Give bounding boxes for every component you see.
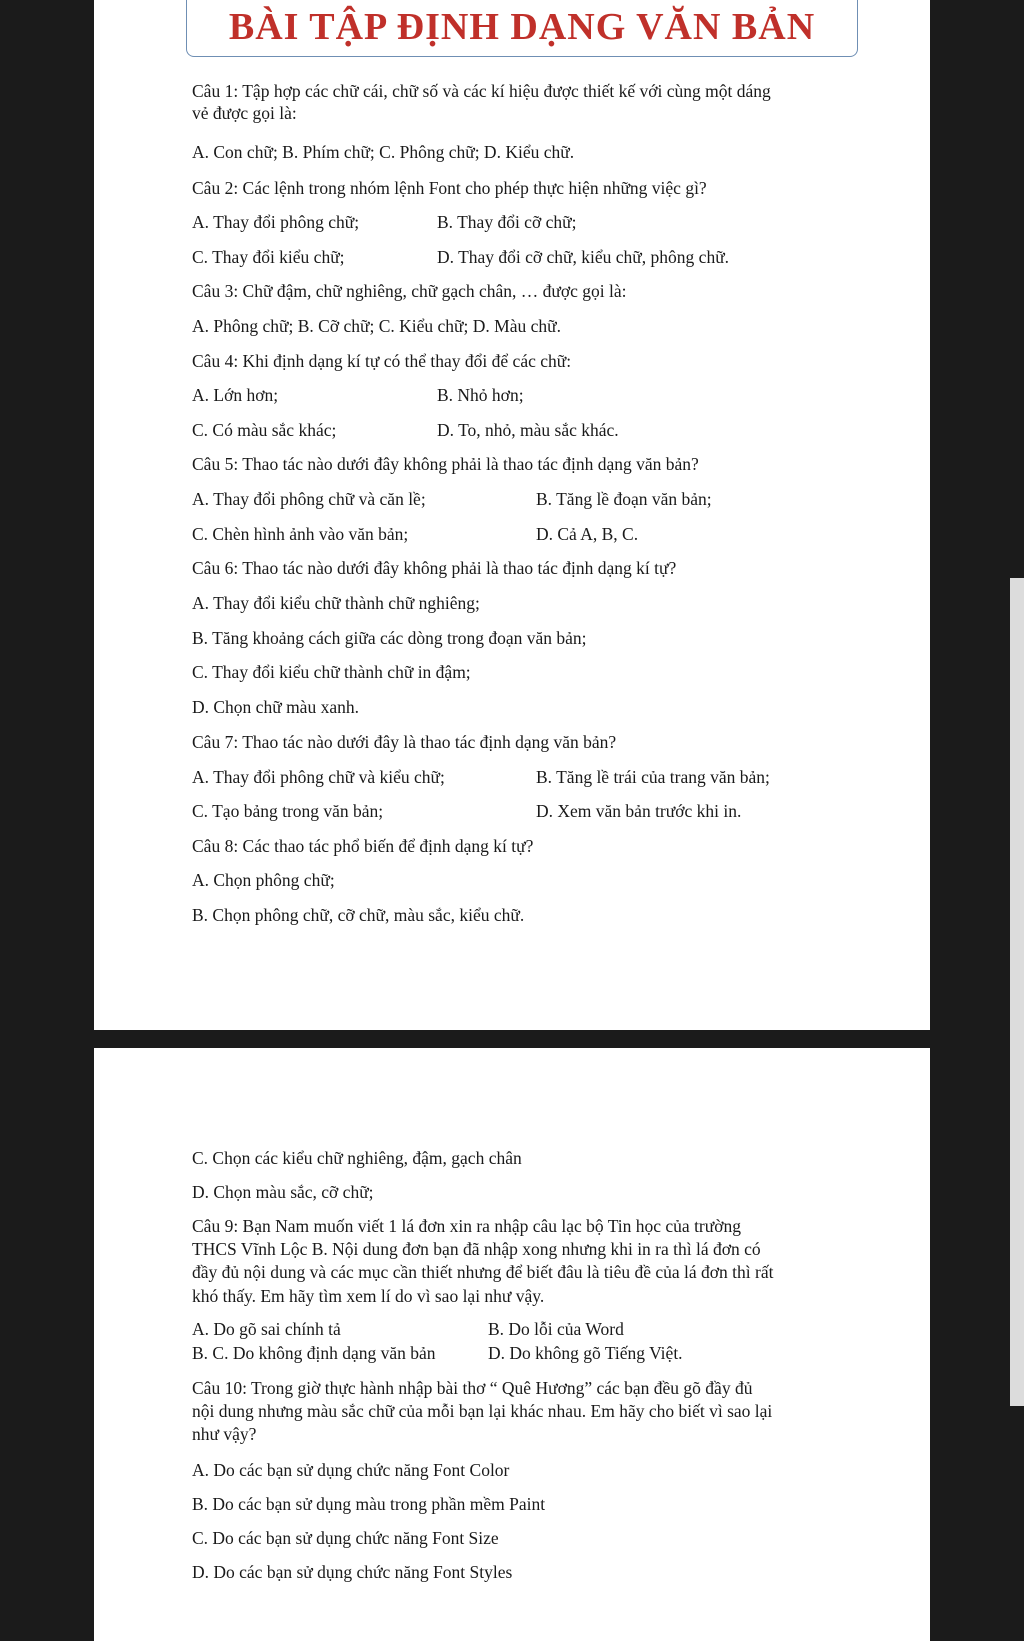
q3-text: Câu 3: Chữ đậm, chữ nghiêng, chữ gạch chân, … được gọi là:: [192, 281, 627, 301]
q9-option-b: B. Do lỗi của Word: [488, 1319, 624, 1339]
q10-option-b: B. Do các bạn sử dụng màu trong phần mềm Paint: [192, 1494, 546, 1514]
q1-options: A. Con chữ; B. Phím chữ; C. Phông chữ; D. Kiểu chữ.: [192, 142, 575, 162]
q8-option-b: B. Chọn phông chữ, cỡ chữ, màu sắc, kiểu chữ.: [192, 905, 525, 925]
q10-text-cont-2: như vậy?: [192, 1424, 257, 1444]
q8-text: Câu 8: Các thao tác phổ biến để định dạng kí tự?: [192, 836, 534, 856]
q2-option-a: A. Thay đổi phông chữ;: [192, 212, 360, 232]
q8-option-d: D. Chọn màu sắc, cỡ chữ;: [192, 1182, 374, 1202]
q10-option-d: D. Do các bạn sử dụng chức năng Font Styles: [192, 1562, 513, 1582]
q6-option-a: A. Thay đổi kiểu chữ thành chữ nghiêng;: [192, 593, 480, 613]
q10-text: Câu 10: Trong giờ thực hành nhập bài thơ “ Quê Hương” các bạn đều gõ đầy đủ: [192, 1378, 753, 1398]
q7-option-d: D. Xem văn bản trước khi in.: [536, 801, 742, 821]
q9-text-cont-3: khó thấy. Em hãy tìm xem lí do vì sao lại như vậy.: [192, 1286, 545, 1306]
q5-option-a: A. Thay đổi phông chữ và căn lề;: [192, 489, 426, 509]
q9-text-cont-1: THCS Vĩnh Lộc B. Nội dung đơn bạn đã nhập xong nhưng khi in ra thì lá đơn có: [192, 1239, 761, 1259]
q4-option-b: B. Nhỏ hơn;: [437, 385, 524, 405]
q4-option-c: C. Có màu sắc khác;: [192, 420, 337, 440]
q6-option-d: D. Chọn chữ màu xanh.: [192, 697, 359, 717]
q5-option-d: D. Cả A, B, C.: [536, 524, 639, 544]
q9-option-d: D. Do không gõ Tiếng Việt.: [488, 1343, 683, 1363]
q5-option-b: B. Tăng lề đoạn văn bản;: [536, 489, 712, 509]
scrollbar[interactable]: [1010, 578, 1024, 1406]
q4-option-a: A. Lớn hơn;: [192, 385, 279, 405]
q6-text: Câu 6: Thao tác nào dưới đây không phải là thao tác định dạng kí tự?: [192, 558, 677, 578]
document-title: BÀI TẬP ĐỊNH DẠNG VĂN BẢN: [186, 0, 858, 57]
q6-option-c: C. Thay đổi kiểu chữ thành chữ in đậm;: [192, 662, 471, 682]
q2-text: Câu 2: Các lệnh trong nhóm lệnh Font cho phép thực hiện những việc gì?: [192, 178, 707, 198]
q7-option-c: C. Tạo bảng trong văn bản;: [192, 801, 384, 821]
q7-option-b: B. Tăng lề trái của trang văn bản;: [536, 767, 770, 787]
document-page-2: [94, 1048, 930, 1641]
q9-option-a: A. Do gõ sai chính tả: [192, 1319, 341, 1339]
q7-text: Câu 7: Thao tác nào dưới đây là thao tác định dạng văn bản?: [192, 732, 617, 752]
q7-option-a: A. Thay đổi phông chữ và kiểu chữ;: [192, 767, 445, 787]
q9-text: Câu 9: Bạn Nam muốn viết 1 lá đơn xin ra nhập câu lạc bộ Tin học của trường: [192, 1216, 742, 1236]
q5-option-c: C. Chèn hình ảnh vào văn bản;: [192, 524, 409, 544]
q6-option-b: B. Tăng khoảng cách giữa các dòng trong đoạn văn bản;: [192, 628, 587, 648]
q2-option-d: D. Thay đổi cỡ chữ, kiểu chữ, phông chữ.: [437, 247, 730, 267]
q9-option-c: B. C. Do không định dạng văn bản: [192, 1343, 436, 1363]
q8-option-c: C. Chọn các kiểu chữ nghiêng, đậm, gạch chân: [192, 1148, 522, 1168]
q1-text: Câu 1: Tập hợp các chữ cái, chữ số và các kí hiệu được thiết kế với cùng một dáng: [192, 81, 771, 101]
q8-option-a: A. Chọn phông chữ;: [192, 870, 335, 890]
q4-text: Câu 4: Khi định dạng kí tự có thể thay đổi để các chữ:: [192, 351, 572, 371]
q10-text-cont-1: nội dung nhưng màu sắc chữ của mỗi bạn lại khác nhau. Em hãy cho biết vì sao lại: [192, 1401, 773, 1421]
q4-option-d: D. To, nhỏ, màu sắc khác.: [437, 420, 619, 440]
q10-option-a: A. Do các bạn sử dụng chức năng Font Color: [192, 1460, 510, 1480]
q5-text: Câu 5: Thao tác nào dưới đây không phải là thao tác định dạng văn bản?: [192, 454, 699, 474]
document-page-1: [94, 0, 930, 1030]
q3-options: A. Phông chữ; B. Cỡ chữ; C. Kiểu chữ; D. Màu chữ.: [192, 316, 561, 336]
q10-option-c: C. Do các bạn sử dụng chức năng Font Size: [192, 1528, 499, 1548]
q9-text-cont-2: đầy đủ nội dung và các mục cần thiết nhưng để biết đâu là tiêu đề của lá đơn thì rất: [192, 1262, 774, 1282]
q2-option-c: C. Thay đổi kiểu chữ;: [192, 247, 345, 267]
q1-text-cont: vẻ được gọi là:: [192, 103, 297, 123]
q2-option-b: B. Thay đổi cỡ chữ;: [437, 212, 577, 232]
